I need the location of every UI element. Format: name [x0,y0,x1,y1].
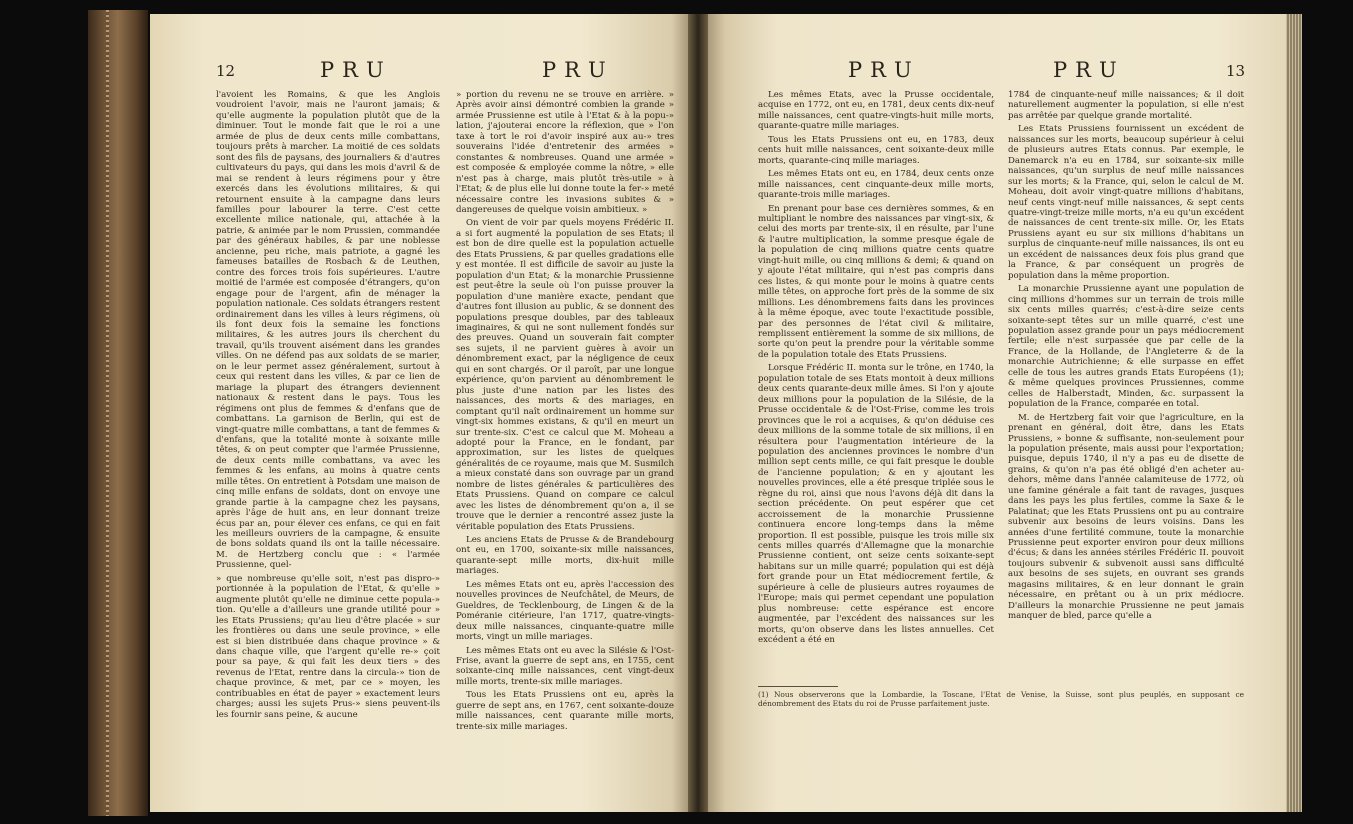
paragraph: En prenant pour base ces dernières sommes, & en multipliant le nombre des naissances par vingt-six, & celui des morts par trente-six, il en résulte, par l'une & l'autre multiplication, la somme presque égale de la population de cinq millions quatre cents quatre vingt-huit mille, ou cinq millions & demi; & quand on y ajoute l'état militaire, qui n'est pas compris dans ces listes, & qui monte pour le moins à quatre cents mille têtes, on approche fort près de la somme de six millions. Les dénombremens faits dans les provinces à la même époque, avec toute l'exactitude possible, par des personnes de l'état civil & militaire, remplissent entièrement la somme de six millions, de sorte qu'on peut la prendre pour la véritable somme de la population totale des Etats Prussiens. [758,203,994,360]
paragraph: l'avoient les Romains, & que les Anglois voudroient l'avoir, mais ne l'auront jamais; & qu'elle augmente la population plutôt que de la diminuer. Tout le monde fait que le roi a une armée de plus de deux cents mille combattans, toujours prêts à marcher. La moitié de ces soldats sont des fils de paysans, des journaliers & d'autres cultivateurs du pays, qui dans les mois d'avril & de mai se rendent à leurs régimens pour y être exercés dans les évolutions militaires, & qui retournent ensuite à la campagne dans leurs familles pour labourer la terre. C'est cette excellente milice nationale, qui, attachée à la patrie, & animée par le nom Prussien, commandée par des généraux habiles, & par une noblesse ancienne, peu riche, mais patriote, a gagné les fameuses batailles de Rosbach & de Leuthen, contre des forces trois fois supérieures. L'autre moitié de l'armée est composée d'étrangers, qu'on engage pour de l'argent, afin de ménager la population nationale. Ces soldats étrangers restent ordinairement dans les villes à leurs régimens, où ils font deux fois la semaine les fonctions militaires, & les autres jours ils cherchent du travail, qu'ils trouvent aisément dans les grandes villes. On ne défend pas aux soldats de se marier, on le leur permet assez généralement, surtout à ceux qui restent dans les villes, & par ce lien de mariage la plupart des étrangers deviennent nationaux & restent dans le pays. Tous les régimens ont plus de femmes & d'enfans que de combattans. La garnison de Berlin, qui est de vingt-quatre mille combattans, a tant de femmes & d'enfans, que la totalité monte à soixante mille têtes, & on peut compter que l'armée Prussienne, de deux cents mille combattans, va avec les femmes & les enfans, au moins à quatre cents mille têtes. On entretient à Potsdam une maison de cinq mille enfans de soldats, dont on envoye une grande partie à la campagne chez les paysans, après l'âge de huit ans, en leur donnant treize écus par an, pour élever ces enfans, ce qui en fait les meilleurs ouvriers de la campagne, & ensuite de bons soldats quand ils ont la taille nécessaire. M. de Hertzberg conclu que : « l'armée Prussienne, quel- [216,90,440,571]
footnote-rule [758,686,838,687]
paragraph: Tous les Etats Prussiens ont eu, en 1783, deux cents huit mille naissances, cent soixante-deux mille morts, quarante-cinq mille mariages. [758,134,994,166]
right-running-head-col2: PRU [1053,58,1125,82]
right-running-head: PRU [848,58,920,82]
quote-paragraph: » que nombreuse qu'elle soit, n'est pas dispro-» portionnée à la population de l'Etat, & qu'elle » augmente plutôt qu'elle ne diminue cette popula-» tion. Qu'elle a d'ailleurs une grande utilité pour » les Etats Prussiens; qu'au lieu d'être placée » sur les frontières ou dans une seule province, » elle est si bien distribuée dans chaque province » & dans chaque ville, que l'argent qu'elle re-» çoit pour sa paye, & qui fait les deux tiers » des revenus de l'Etat, rentre dans la circula-» tion de chaque province, & met, par ce » moyen, les contribuables en état de payer » exactement leurs charges; aussi les sujets Prus-» siens peuvent-ils les fournir sans peine, & aucune [216,573,440,720]
paragraph: Lorsque Frédéric II. monta sur le trône, en 1740, la population totale de ses Etats montoit à deux millions deux cents quarante-deux mille âmes. Si l'on y ajoute deux millions pour la population de la Silésie, de la Prusse occidentale & de l'Ost-Frise, comme les trois provinces que le roi a acquises, & qu'on déduise ces deux millions de la somme totale de six millions, il en résultera pour l'augmentation intérieure de la population des anciennes provinces le nombre d'un million sept cents mille, ce qui fait presque le double de l'ancienne population; & en y ajoutant les nouvelles provinces, elle a été presque triplée sous le règne du roi, ainsi que nous l'avons déjà dit dans la section précédente. On peut espérer que cet accroissement de la monarchie Prussienne continuera encore long-temps dans la même proportion. Il est possible, puisque les trois mille six cents milles quarrés d'Allemagne que la monarchie Prussienne contient, ont seize cents soixante-sept habitans sur un mille quarré; population qui est déjà fort grande pour un Etat médiocrement fertile, & supérieure à celle de plusieurs autres royaumes de l'Europe; mais qui permet cependant une population plus nombreuse: cette espérance est encore augmentée, par l'excédent des naissances sur les morts, qu'on observe dans les listes annuelles. Cet excédent a été en [758,363,994,646]
book-edge-left [88,10,148,816]
book-edge-right [1286,14,1302,812]
right-page [708,14,1286,812]
paragraph: Les anciens Etats de Prusse & de Brandebourg ont eu, en 1700, soixante-six mille naissances, quarante-sept mille morts, dix-huit mille mariages. [456,535,674,577]
book-gutter [688,14,708,812]
paragraph: 1784 de cinquante-neuf mille naissances; & il doit naturellement augmenter la population, si elle n'est pas arrêtée par quelque grande mortalité. [1008,90,1244,121]
quote-paragraph: » portion du revenu ne se trouve en arrière. » Après avoir ainsi démontré combien la grande » armée Prussienne est utile à l'Etat & à la popu-» lation, j'ajouterai encore la réflexion, que » l'on taxe à tort le roi d'avoir inspiré aux au-» tres souverains l'idée d'entretenir des armées » constantes & nombreuses. Quand une armée » est composée & employée comme la nôtre, » elle n'est pas à charge, mais plutôt très-utile » à l'Etat; & de plus elle lui donne toute la fer-» meté nécessaire contre les invasions subites & » dangereuses de quelque voisin ambitieux. » [456,90,674,215]
right-column-2 [1008,90,1244,625]
paragraph: Les mêmes Etats ont eu, en 1784, deux cents onze mille naissances, cent cinquante-deux mille morts, quarante-trois mille mariages. [758,169,994,201]
paragraph: On vient de voir par quels moyens Frédéric II. a si fort augmenté la population de ses Etats; il est bon de dire quelle est la population actuelle des Etats Prussiens, & par quelles gradations elle y est montée. Il est difficile de savoir au juste la population d'un Etat; & la monarchie Prussienne est peut-être la seule où l'on puisse prouver la population d'une manière exacte, pendant que d'autres font illusion au public, & se donnent des populations presque doubles, par des tableaux imaginaires, & qui ne sont nullement fondés sur des preuves. Quand un souverain fait compter ses sujets, il ne parvient guères à avoir un dénombrement exact, par la négligence de ceux qui en sont chargés. Or il paroît, par une longue expérience, qu'on parvient au dénombrement le plus juste d'une nation par les listes des naissances, des morts & des mariages, en comptant qu'il naît ordinairement un homme sur vingt-six hommes existans, & qu'il en meurt un sur trente-six. C'est ce calcul que M. Moheau a adopté pour la France, en le fondant, par approximation, sur les listes de quelques généralités de ce royaume, mais que M. Susmilch a mieux constaté dans son ouvrage par un grand nombre de listes générales & particulières des Etats Prussiens. Quand on compare ce calcul avec les listes de dénombrement qu'on a, il se trouve que le dernier a rencontré assez juste la véritable population des Etats Prussiens. [456,218,674,532]
left-page-number: 12 [216,62,236,80]
right-column-1 [758,90,994,649]
paragraph: Les Etats Prussiens fournissent un excédent de naissances sur les morts, beaucoup supérieur à celui de plusieurs autres Etats connus. Par exemple, le Danemarck n'a eu en 1784, sur soixante-six mille naissances, qu'un surplus de neuf mille naissances sur les morts; & la France, qui, selon le calcul de M. Moheau, doit avoir vingt-quatre millions d'habitans, neuf cents vingt-neuf mille naissances, & sept cents quatre-vingt-treize mille morts, n'a eu qu'un excédent de naissances de cent trente-six mille. Or, les Etats Prussiens ayant eu sur six millions d'habitans un surplus de cinquante-neuf mille naissances, ils ont eu un excédent de naissances deux fois plus grand que la France, & par conséquent un progrès de population dans la même proportion. [1008,124,1244,281]
left-column-1 [216,90,440,723]
paragraph: Tous les Etats Prussiens ont eu, après la guerre de sept ans, en 1767, cent soixante-douze mille naissances, cent quarante mille morts, trente-six mille mariages. [456,690,674,732]
left-column-2 [456,90,674,735]
left-page [150,14,688,812]
paragraph: M. de Hertzberg fait voir que l'agriculture, en la prenant en général, doit être, dans les Etats Prussiens, » bonne & suffisante, non-seulement pour la population présente, mais aussi pour l'exportation; puisque, depuis 1740, il n'y a pas eu de disette de grains, & qu'on n'a pas été obligé d'en acheter au-dehors, même dans l'année calamiteuse de 1772, où une famine générale a fait tant de ravages, jusques dans les pays les plus fertiles, comme la Saxe & le Palatinat; que les Etats Prussiens ont pu au contraire subvenir aux besoins de leurs voisins. Dans les années d'une fertilité commune, toute la monarchie Prussienne peut exporter environ pour deux millions d'écus; & dans les années stériles Frédéric II. pouvoit toujours subvenir & subvenoit aussi sans difficulté aux besoins de ses sujets, en ouvrant ses grands magasins militaires, & en leur donnant le grain nécessaire, en prêtant ou à un prix médiocre. D'ailleurs la monarchie Prussienne ne peut jamais manquer de bled, parce qu'elle a [1008,412,1244,622]
paragraph: La monarchie Prussienne ayant une population de cinq millions d'hommes sur un terrain de trois mille six cents milles quarrés; c'est-à-dire seize cents soixante-sept têtes sur un mille quarré, c'est une population assez grande pour un pays médiocrement fertile; elle n'est surpassée que par celle de la France, de la Hollande, de l'Angleterre & de la monarchie Autrichienne; & elle surpasse en effet celle de tous les autres grands Etats Européens (1); & même quelques provinces Prussiennes, comme celles de Halberstadt, Minden, &c. surpassent la population de la France, comparée en total. [1008,284,1244,410]
right-page-number: 13 [1226,62,1246,80]
left-running-head-col2: PRU [542,58,614,82]
paragraph: Les mêmes Etats ont eu avec la Silésie & l'Ost-Frise, avant la guerre de sept ans, en 1755, cent soixante-cinq mille naissances, cent vingt-deux mille morts, trente-six mille mariages. [456,645,674,687]
paragraph: Les mêmes Etats, avec la Prusse occidentale, acquise en 1772, ont eu, en 1781, deux cents dix-neuf mille naissances, cent quatre-vingts-huit mille morts, quarante-quatre mille mariages. [758,90,994,132]
paragraph: Les mêmes Etats ont eu, après l'accession des nouvelles provinces de Neufchâtel, de Meurs, de Gueldres, de Tecklenbourg, de Lingen & de la Poméranie citérieure, l'an 1717, quatre-vingts-deux mille naissances, cinquante-quatre mille morts, vingt un mille mariages. [456,579,674,643]
footnote: (1) Nous observerons que la Lombardie, la Toscane, l'Etat de Venise, la Suisse, sont plus peuplés, en supposant ce dénombrement des Etats du roi de Prusse parfaitement juste. [758,690,1244,709]
left-running-head: PRU [320,58,392,82]
